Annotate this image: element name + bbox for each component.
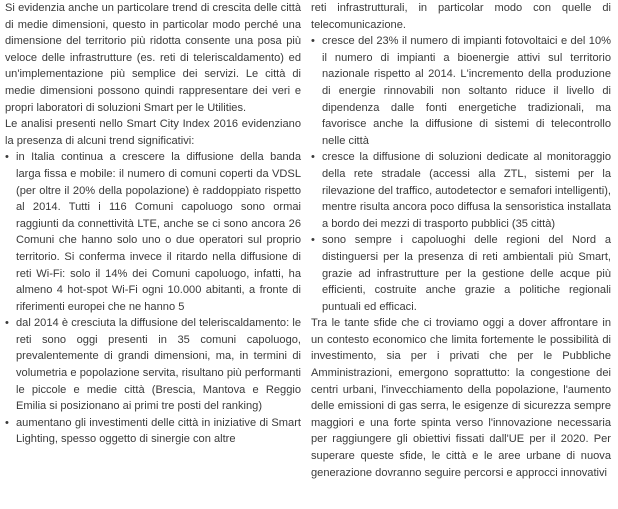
right-column bbox=[311, 0, 611, 481]
bullet-district-heating: • dal 2014 è cresciuta la diffusione del teleriscaldamento: le reti sono oggi presenti in 35 comuni capoluogo, prevalentemente di grandi dimensioni, ma, in termini di volumetria e popolazione servita, risultano più performanti le piccole e medie città (Brescia, Mantova e Reggio Emilia si posizionano ai primi tre posti del ranking) bbox=[5, 315, 301, 415]
left-column bbox=[5, 0, 301, 448]
bullet-photovoltaic: • cresce del 23% il numero di impianti fotovoltaici e del 10% il numero di impianti a bioenergie attivi sul territorio nazionale rispetto al 2014. L'incremento della produzione di energie rinnovabili non soltanto riduce il livello di dipendenza dalle fonti energetiche tradizionali, ma favorisce anche la diffusione di sistemi di telecontrollo nelle città bbox=[311, 33, 611, 149]
closing-paragraph: Tra le tante sfide che ci troviamo oggi a dover affrontare in un contesto economico che limita fortemente le possibilità di investimento, sia per i privati che per le Pubbliche Amministrazioni, emergono soprattutto: la congestione dei centri urbani, l'invecchiamento della popolazione, l'aumento delle emissioni di gas serra, le esigenze di sicurezza sempre maggiori e una forte spinta verso l'innovazione necessaria per raggiungere gli obiettivi fissati dall'UE per il 2020. Per superare queste sfide, le città e le aree urbane di nuova generazione dovranno seguire percorsi e approcci innovativi bbox=[311, 317, 611, 479]
bullet-broadband: • in Italia continua a crescere la diffusione della banda larga fissa e mobile: il numero di comuni coperti da VDSL (per oltre il 20% della popolazione) è raddoppiato rispetto al 2014. Tutti i 116 Comuni capoluogo sono ormai raggiunti da connettività LTE, anche se ci sono ancora 26 Comuni che hanno solo uno o due operatori sul proprio territorio. Si conferma invece il ritardo nella diffusione di reti Wi-Fi: solo il 14% dei Comuni capoluogo, infatti, ha almeno 4 hot-spot Wi-Fi ogni 10.000 abitanti, a fronte di riferimenti europei che ne hanno 5 bbox=[5, 149, 301, 315]
continuation-text: reti infrastrutturali, in particolar modo con quelle di telecomunicazione. bbox=[311, 2, 611, 31]
bullet-northern-regions: • sono sempre i capoluoghi delle regioni del Nord a distinguersi per la presenza di reti ambientali più Smart, grazie ad infrastrutture per la gestione delle acque più efficienti, costruite anche grazie a politiche regionali puntuali ed efficaci. bbox=[311, 232, 611, 315]
intro-paragraph: Si evidenzia anche un particolare trend di crescita delle città di medie dimensioni, questo in particolar modo perché una dimensione del territorio più ridotta consente una posa più veloce delle infrastrutture (es. reti di teleriscaldamento) ed un'implementazione più semplice dei servizi. Le città di medie dimensioni possono quindi rappresentare dei veri e propri laboratori di soluzioni Smart per le Utilities. bbox=[5, 2, 301, 114]
bullet-smart-lighting: • aumentano gli investimenti delle città in iniziative di Smart Lighting, spesso oggetto di sinergie con altre bbox=[5, 415, 301, 448]
analysis-paragraph: Le analisi presenti nello Smart City Index 2016 evidenziano la presenza di alcuni trend significativi: bbox=[5, 118, 301, 147]
bullet-road-monitoring: • cresce la diffusione di soluzioni dedicate al monitoraggio della rete stradale (accessi alla ZTL, sistemi per la rilevazione del traffico, autodetector e semafori intelligenti), mentre risulta ancora poco diffusa la sensoristica installata a bordo dei mezzi di trasporto pubblici (35 città) bbox=[311, 149, 611, 232]
